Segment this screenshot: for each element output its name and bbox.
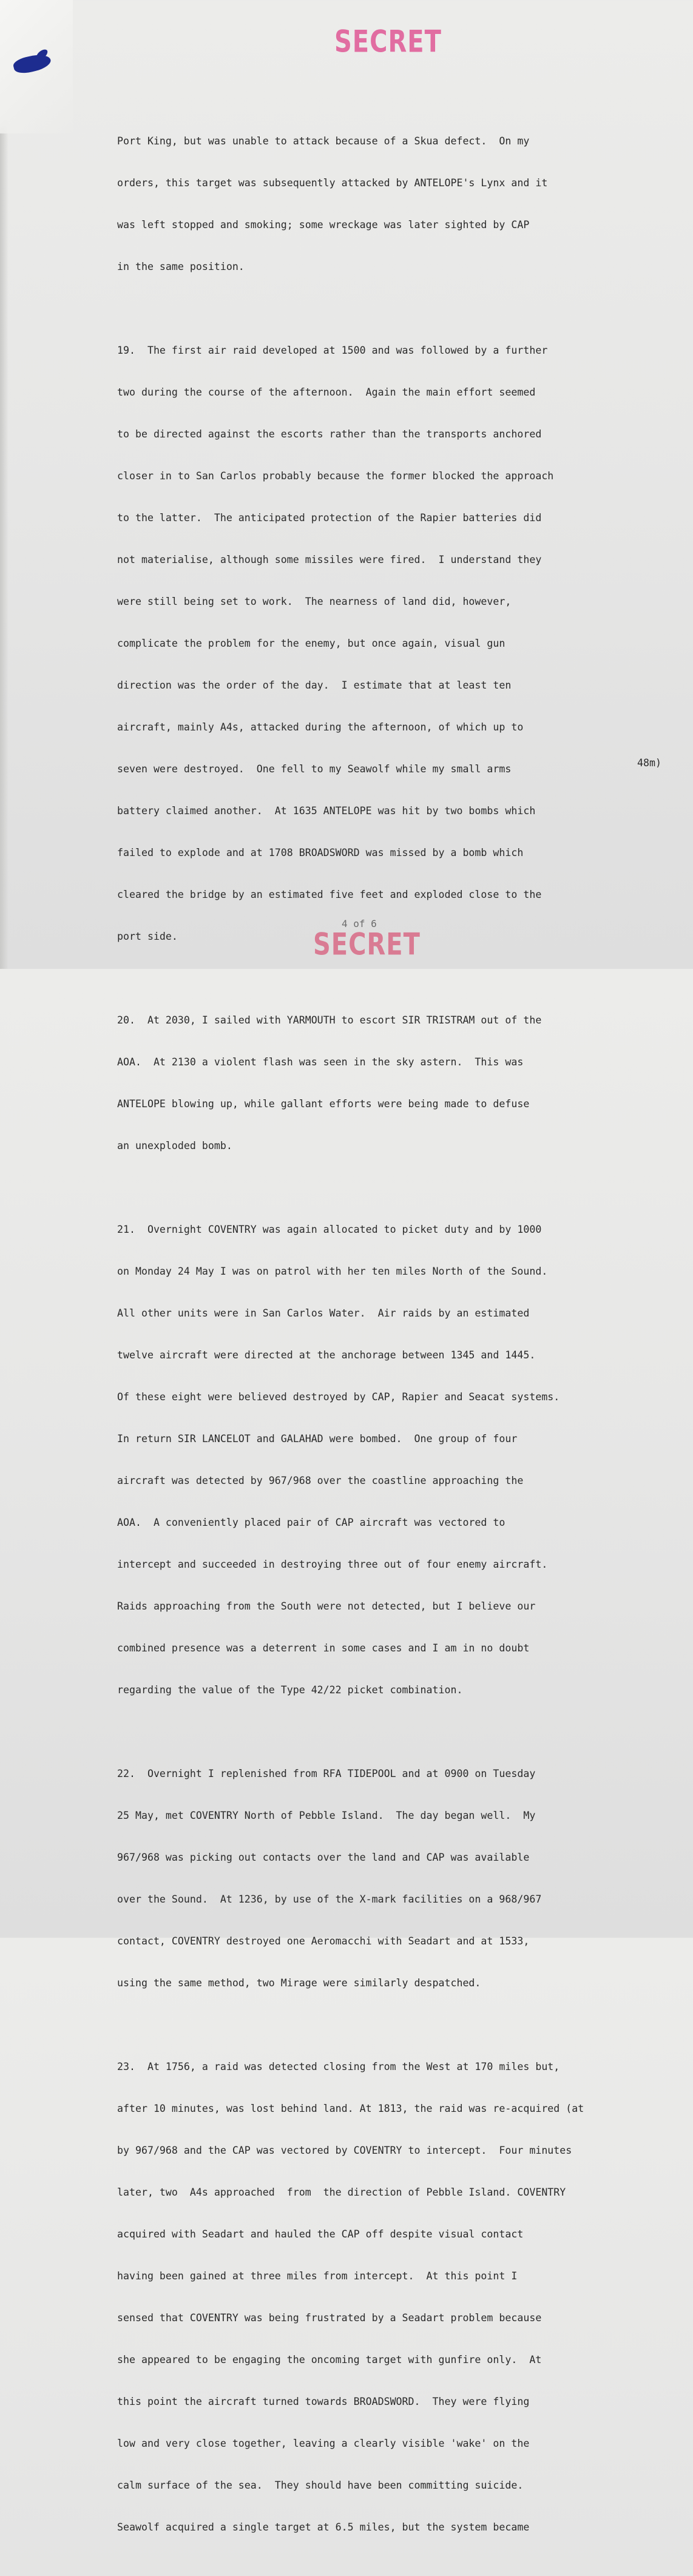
paragraph-23 (117, 2032, 621, 2562)
paragraph-18-continued (117, 106, 621, 302)
text-line: Seawolf acquired a single target at 6.5 miles, but the system became (117, 2521, 530, 2533)
text-line: orders, this target was subsequently attacked by ANTELOPE's Lynx and it (117, 177, 548, 189)
text-line: 21. Overnight COVENTRY was again allocated to picket duty and by 1000 (117, 1224, 542, 1235)
text-line: later, two A4s approached from the direction of Pebble Island. COVENTRY (117, 2187, 566, 2198)
page-edge-shadow (0, 0, 8, 969)
paragraph-21 (117, 1195, 621, 1725)
text-line: over the Sound. At 1236, by use of the X-mark facilities on a 968/967 (117, 1893, 542, 1905)
text-line: using the same method, two Mirage were similarly despatched. (117, 1977, 481, 1989)
text-line: combined presence was a deterrent in some cases and I am in no doubt (117, 1642, 530, 1654)
text-line: ANTELOPE blowing up, while gallant efforts were being made to defuse (117, 1098, 530, 1110)
text-line: twelve aircraft were directed at the anchorage between 1345 and 1445. (117, 1349, 536, 1361)
paragraph-20 (117, 985, 621, 1181)
text-line: battery claimed another. At 1635 ANTELOPE was hit by two bombs which (117, 805, 536, 817)
text-line: to the latter. The anticipated protection of the Rapier batteries did (117, 512, 542, 524)
text-line: closer in to San Carlos probably because the former blocked the approach (117, 470, 554, 482)
text-line: Port King, but was unable to attack because of a Skua defect. On my (117, 135, 530, 147)
text-line: aircraft was detected by 967/968 over the coastline approaching the (117, 1475, 524, 1486)
text-line: by 967/968 and the CAP was vectored by COVENTRY to intercept. Four minutes (117, 2145, 572, 2156)
text-line: Of these eight were believed destroyed by CAP, Rapier and Seacat systems. (117, 1391, 560, 1403)
text-line: low and very close together, leaving a clearly visible 'wake' on the (117, 2438, 530, 2449)
text-line: 19. The first air raid developed at 1500 and was followed by a further (117, 345, 548, 356)
text-line: in the same position. (117, 261, 245, 272)
paragraph-19 (117, 315, 621, 971)
text-line: she appeared to be engaging the oncoming target with gunfire only. At (117, 2354, 542, 2365)
text-line: AOA. A conveniently placed pair of CAP aircraft was vectored to (117, 1517, 505, 1528)
text-line: 22. Overnight I replenished from RFA TIDEPOOL and at 0900 on Tuesday (117, 1768, 536, 1779)
text-line: on Monday 24 May I was on patrol with her ten miles North of the Sound. (117, 1266, 548, 1277)
text-line: failed to explode and at 1708 BROADSWORD was missed by a bomb which (117, 847, 524, 858)
text-line: having been gained at three miles from intercept. At this point I (117, 2270, 518, 2282)
page-number: 4 of 6 (342, 918, 377, 929)
text-line: 25 May, met COVENTRY North of Pebble Island. The day began well. My (117, 1810, 536, 1821)
text-line: to be directed against the escorts rather than the transports anchored (117, 428, 542, 440)
text-line: intercept and succeeded in destroying three out of four enemy aircraft. (117, 1559, 548, 1570)
paragraph-22 (117, 1739, 621, 2018)
text-line: seven were destroyed. One fell to my Seawolf while my small arms (117, 763, 512, 775)
text-line: port side. (117, 931, 178, 942)
text-line: Raids approaching from the South were not detected, but I believe our (117, 1600, 536, 1612)
text-line: 967/968 was picking out contacts over the land and CAP was available (117, 1852, 530, 1863)
text-line: this point the aircraft turned towards BROADSWORD. They were flying (117, 2396, 530, 2407)
text-line: complicate the problem for the enemy, but once again, visual gun (117, 638, 505, 649)
text-line: 23. At 1756, a raid was detected closing from the West at 170 miles but, (117, 2061, 560, 2072)
text-line: regarding the value of the Type 42/22 picket combination. (117, 1684, 463, 1696)
text-line: acquired with Seadart and hauled the CAP off despite visual contact (117, 2228, 524, 2240)
text-line: In return SIR LANCELOT and GALAHAD were bombed. One group of four (117, 1433, 518, 1445)
text-line: direction was the order of the day. I estimate that at least ten (117, 679, 512, 691)
text-line: after 10 minutes, was lost behind land. At 1813, the raid was re-acquired (at (117, 2103, 584, 2114)
text-line: calm surface of the sea. They should have been committing suicide. (117, 2480, 524, 2491)
document-body (117, 106, 621, 2576)
text-line: cleared the bridge by an estimated five feet and exploded close to the (117, 889, 542, 900)
text-line: an unexploded bomb. (117, 1140, 232, 1151)
text-line: contact, COVENTRY destroyed one Aeromacchi with Seadart and at 1533, (117, 1935, 530, 1947)
secret-stamp-bottom: SECRET (313, 927, 421, 962)
text-line: two during the course of the afternoon. Again the main effort seemed (117, 386, 536, 398)
text-line: sensed that COVENTRY was being frustrated by a Seadart problem because (117, 2312, 542, 2324)
secret-stamp-top: SECRET (334, 24, 442, 59)
text-line: 20. At 2030, I sailed with YARMOUTH to escort SIR TRISTRAM out of the (117, 1014, 542, 1026)
text-line: AOA. At 2130 a violent flash was seen in the sky astern. This was (117, 1056, 524, 1068)
text-line: not materialise, although some missiles were fired. I understand they (117, 554, 542, 565)
margin-overflow-text: 48m) (637, 757, 661, 769)
text-line: were still being set to work. The nearness of land did, however, (117, 596, 512, 607)
text-line: aircraft, mainly A4s, attacked during the afternoon, of which up to (117, 721, 524, 733)
text-line: All other units were in San Carlos Water. Air raids by an estimated (117, 1307, 530, 1319)
text-line: was left stopped and smoking; some wreckage was later sighted by CAP (117, 219, 530, 231)
